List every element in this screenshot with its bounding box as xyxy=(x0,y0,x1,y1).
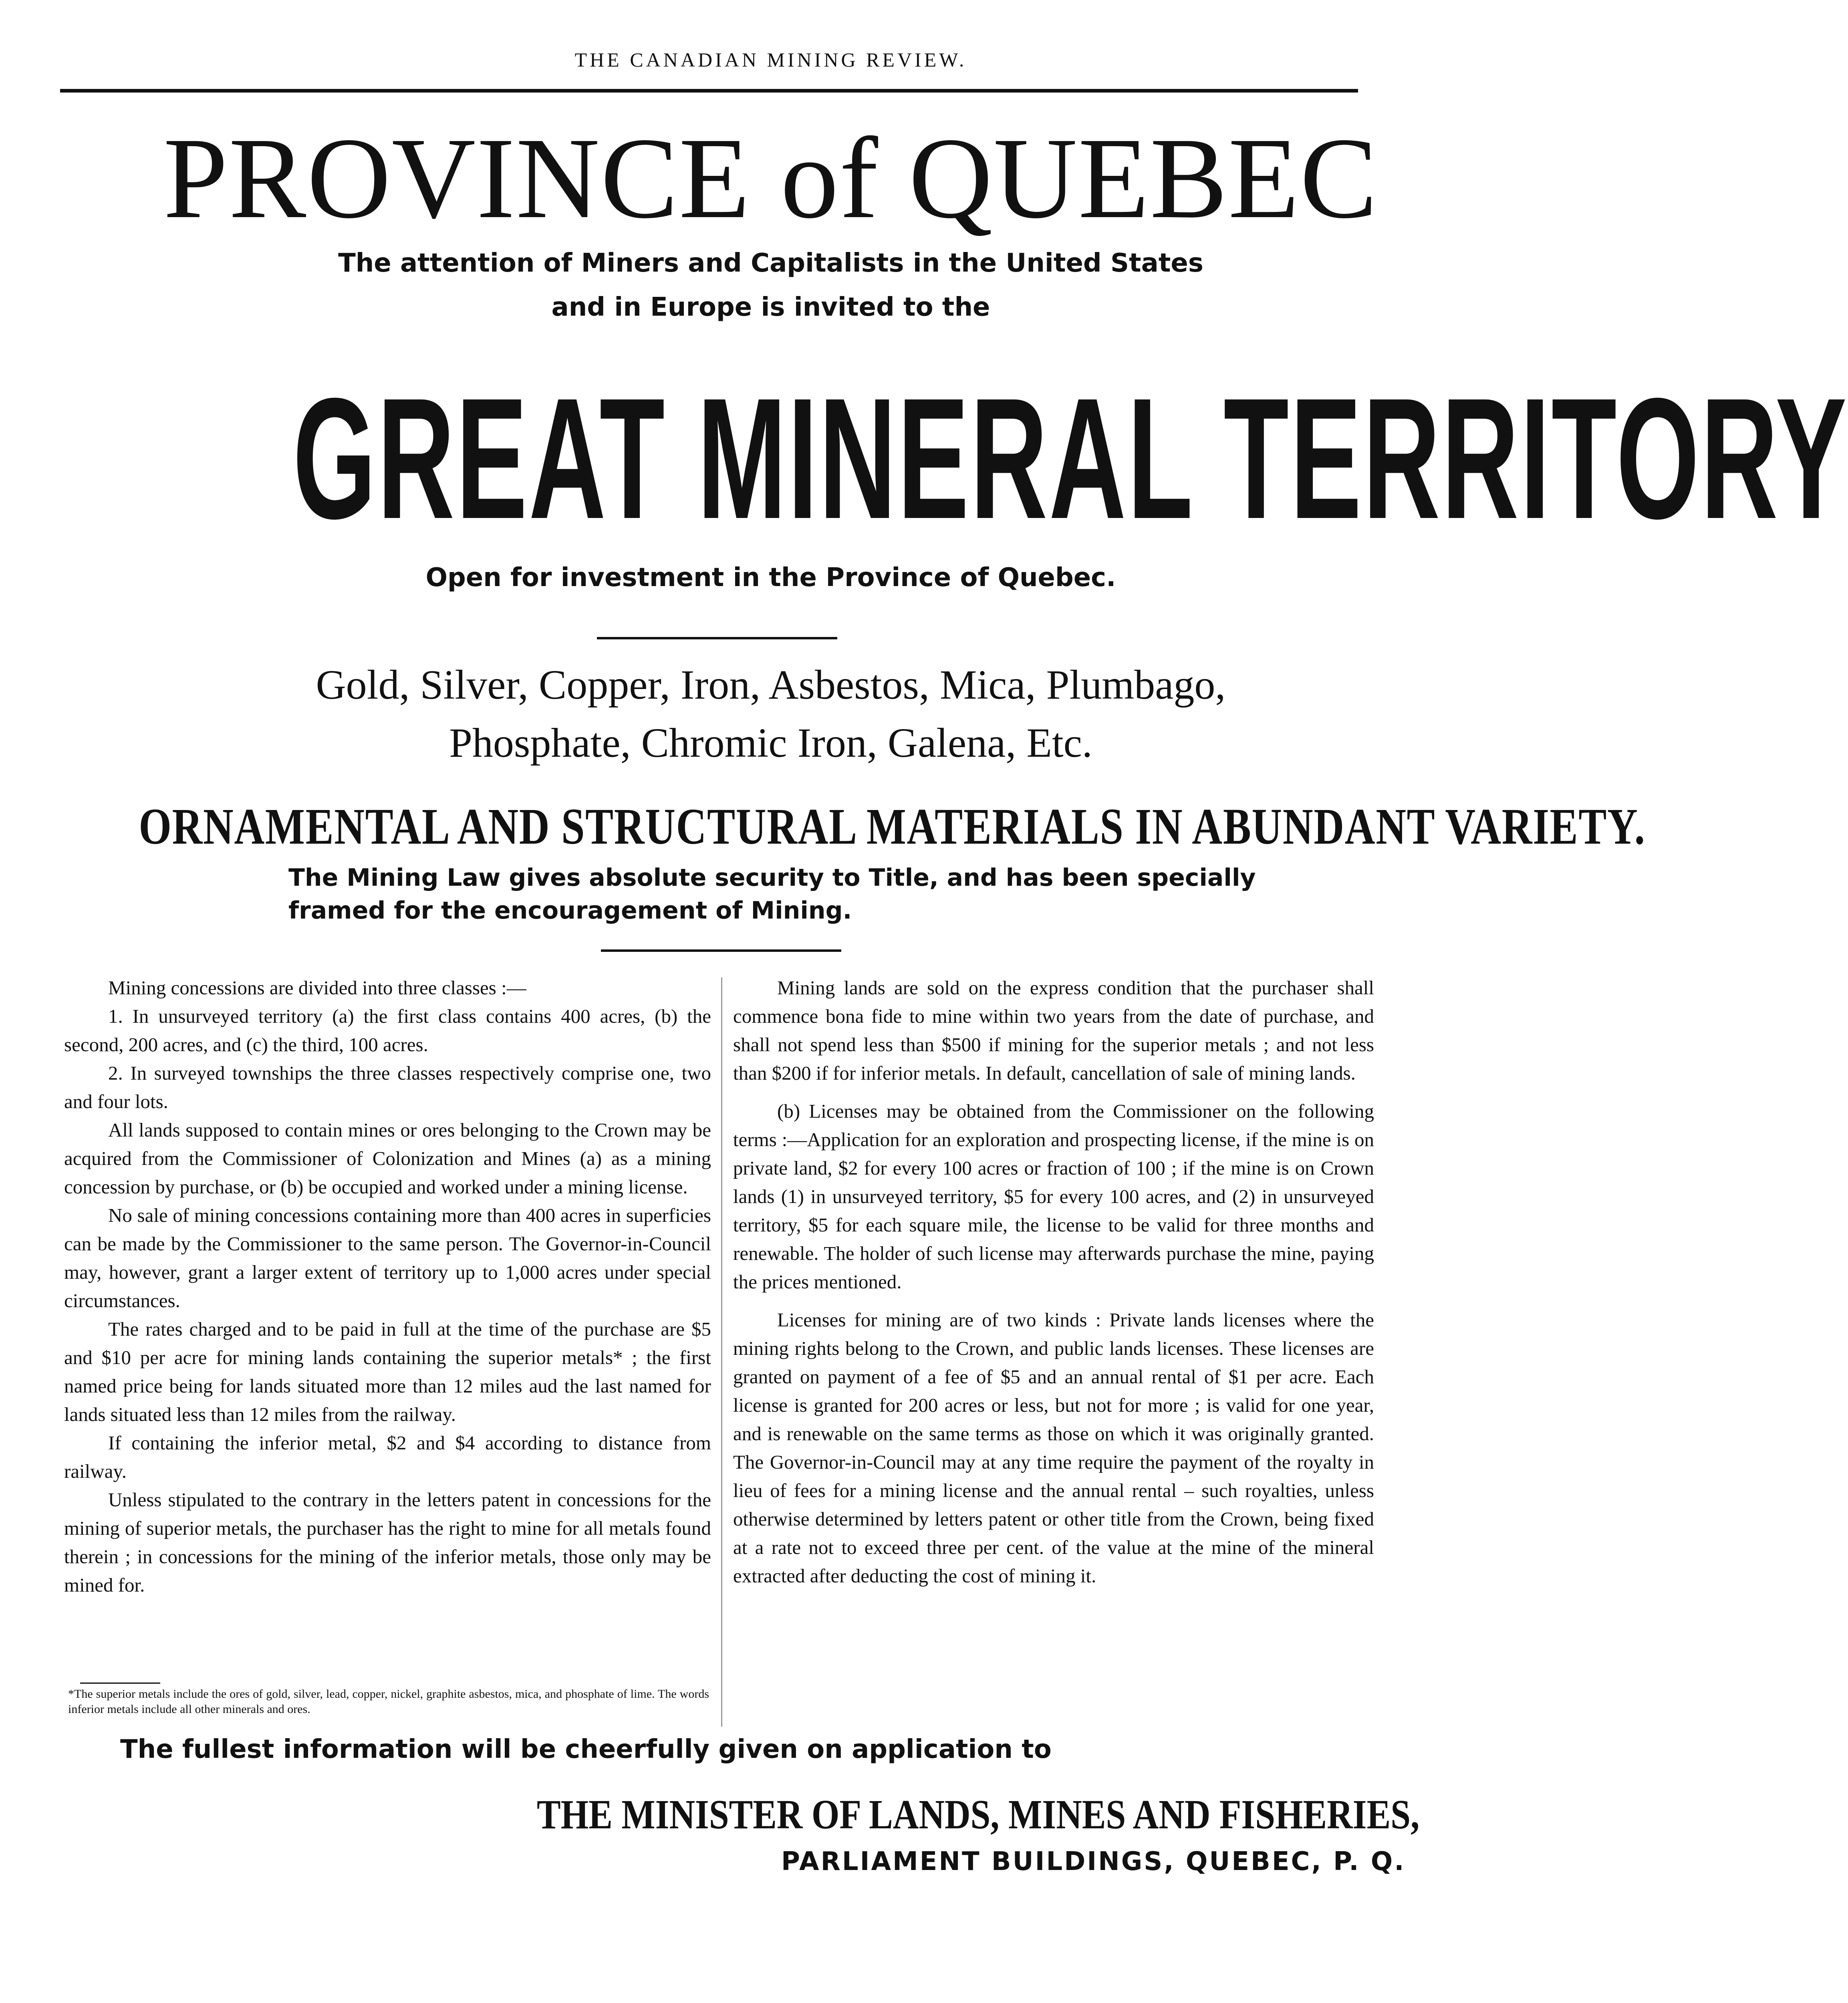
paragraph: Licenses for mining are of two kinds : Private lands licenses where the mining rights belong to the Crown, and public lands licenses. These licenses are granted on payment of a fee of $5 and an annual rental of $1 per acre. Each license is granted for 200 acres or less, but not for more ; is valid for one year, and is renewable on the same terms as those on which it was originally granted. The Governor-in-Council may at any time require the payment of the royalty in lieu of fees for a mining license and the annual rental – such royalties, unless otherwise determined by letters patent or other title from the Crown, being fixed at a rate not to exceed three per cent. of the value at the mine of the mineral extracted after deducting the cost of mining it. xyxy=(733,1309,1374,1587)
great-mineral-territory-heading: GREAT MINERAL TERRITORY xyxy=(293,363,1848,555)
header-rule xyxy=(60,89,1358,93)
right-column xyxy=(733,973,1374,1590)
divider-rule xyxy=(601,949,841,952)
paragraph: 2. In surveyed townships the three classes respectively comprise one, two and four lots. xyxy=(64,1062,711,1112)
left-column xyxy=(64,973,711,1599)
paragraph: (b) Licenses may be obtained from the Commissioner on the following terms :—Application for an exploration and prospecting license, if the mine is on private land, $2 for every 100 acres or fraction of 100 ; if the mine is on Crown lands (1) in unsurveyed territory, $5 for every 100 acres, and (2) in unsurveyed territory, $5 for each square mile, the license to be valid for three months and renewable. The holder of such license may afterwards purchase the mine, paying the prices mentioned. xyxy=(733,1100,1374,1293)
paragraph: If containing the inferior metal, $2 and $4 according to distance from railway. xyxy=(64,1432,711,1482)
paragraph: The rates charged and to be paid in full at the time of the purchase are $5 and $10 per acre for mining lands containing the superior metals* ; the first named price being for lands situated more than 12 miles aud the last named for lands situated less than 12 miles from the railway. xyxy=(64,1318,711,1425)
page-title: PROVINCE of QUEBEC xyxy=(163,114,1378,242)
footnote: *The superior metals include the ores of gold, silver, lead, copper, nickel, graphite asbestos, mica, and phosphate of lime. The words inferior metals include all other minerals and ores. xyxy=(68,1687,709,1716)
footnote-rule xyxy=(80,1683,160,1684)
intro-line-2: and in Europe is invited to the xyxy=(551,292,990,322)
paragraph: Unless stipulated to the contrary in the letters patent in concessions for the mining of superior metals, the purchaser has the right to mine for all metals found therein ; in concessions for the mining of the inferior metals, those only may be mined for. xyxy=(64,1489,711,1596)
ornamental-materials-heading: ORNAMENTAL AND STRUCTURAL MATERIALS IN ABUNDANT VARIETY. xyxy=(139,798,1646,855)
paragraph: Mining concessions are divided into three classes :— xyxy=(108,977,526,999)
intro-line-1: The attention of Miners and Capitalists in the United States xyxy=(338,248,1203,278)
paragraph: Mining lands are sold on the express condition that the purchaser shall commence bona fide to mine within two years from the date of purchase, and shall not spend less than $500 if mining for the superior metals ; and not less than $200 if for inferior metals. In default, cancellation of sale of mining lands. xyxy=(733,977,1374,1084)
open-for-investment-line: Open for investment in the Province of Quebec. xyxy=(425,563,1116,592)
minerals-line-1: Gold, Silver, Copper, Iron, Asbestos, Mica, Plumbago, xyxy=(316,662,1226,708)
paragraph: All lands supposed to contain mines or ores belonging to the Crown may be acquired from the Commissioner of Colonization and Mines (a) as a mining concession by purchase, or (b) be occupied and worked under a mining license. xyxy=(64,1119,711,1198)
paragraph: 1. In unsurveyed territory (a) the first class contains 400 acres, (b) the second, 200 acres, and (c) the third, 100 acres. xyxy=(64,1005,711,1056)
minister-heading: THE MINISTER OF LANDS, MINES AND FISHERIES, xyxy=(537,1791,1420,1838)
column-divider xyxy=(721,977,722,1727)
divider-rule xyxy=(597,637,837,639)
minerals-line-2: Phosphate, Chromic Iron, Galena, Etc. xyxy=(449,720,1092,766)
information-line: The fullest information will be cheerfully given on application to xyxy=(120,1735,1052,1764)
paragraph: No sale of mining concessions containing more than 400 acres in superficies can be made by the Commissioner to the same person. The Governor-in-Council may, however, grant a larger extent of territory up to 1,000 acres under special circumstances. xyxy=(64,1204,711,1312)
mining-law-statement: The Mining Law gives absolute security to Title, and has been specially framed for the encouragement of Mining. xyxy=(288,864,1256,925)
running-head: THE CANADIAN MINING REVIEW. xyxy=(574,48,967,71)
address-line: PARLIAMENT BUILDINGS, QUEBEC, P. Q. xyxy=(781,1847,1406,1876)
